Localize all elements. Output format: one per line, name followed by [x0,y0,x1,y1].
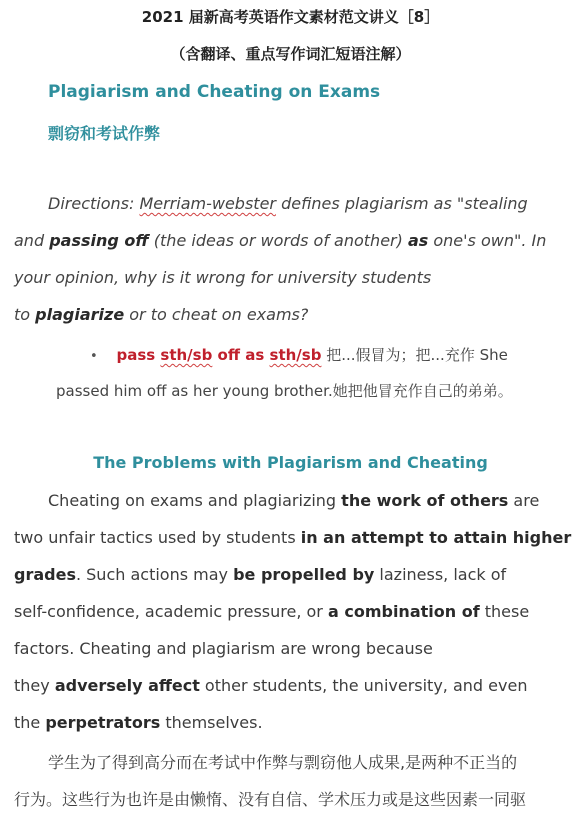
translation-line: 行为。这些行为也许是由懒惰、没有自信、学术压力或是这些因素一同驱 [14,790,527,809]
text: other students, the university, and even [199,676,528,695]
paragraph-line [14,528,571,547]
phrase-word: off as [212,346,270,364]
paragraph-line [14,713,263,732]
directions-line-4 [14,305,308,324]
section-heading: The Problems with Plagiarism and Cheating [93,453,488,472]
text: themselves. [160,713,263,732]
bullet-icon: • [90,349,98,364]
key-phrase: perpetrators [45,713,161,732]
directions-label: Directions: [48,194,140,213]
key-phrase: a combination of [327,602,480,621]
text: these [479,602,530,621]
directions-text: or to cheat on exams? [124,305,309,324]
document-title: 2021 届新高考英语作文素材范文讲义［8］ [141,8,440,26]
article-title-en: Plagiarism and Cheating on Exams [48,82,381,102]
directions-line-2 [14,231,546,250]
directions-text: (the ideas or words of another) [148,231,408,250]
key-phrase: in an attempt to attain higher [300,528,572,547]
article-title-cn: 剽窃和考试作弊 [48,124,161,143]
directions-text: to [14,305,36,324]
paragraph-line [14,602,529,621]
text: two unfair tactics used by students [14,528,301,547]
key-phrase: be propelled by [233,565,375,584]
merriam-webster-text: Merriam-webster [139,194,276,213]
directions-text: one's own". In [428,231,547,250]
phrase-word: pass [116,346,161,364]
key-phrase: the work of others [341,491,509,510]
text: laziness, lack of [374,565,507,584]
text: the [14,713,46,732]
vocab-example: passed him off as her young brother.她把他冒充作自己的弟弟。 [56,382,513,400]
key-phrase: as [407,231,429,250]
phrase-word: sth/sb [269,346,322,364]
text: self-confidence, academic pressure, or [14,602,328,621]
phrase-word: sth/sb [160,346,213,364]
text: they [14,676,55,695]
translation-line: 学生为了得到高分而在考试中作弊与剽窃他人成果,是两种不正当的 [48,753,518,772]
paragraph-line [14,676,527,695]
document-subtitle: （含翻译、重点写作词汇短语注解） [170,45,411,63]
directions-line-3: your opinion, why is it wrong for university students [14,268,432,287]
key-phrase: passing off [49,231,149,250]
directions-text: defines plagiarism as "stealing [275,194,528,213]
paragraph-line [14,565,506,584]
key-phrase: grades [14,565,76,584]
vocab-note-line-1 [90,344,508,365]
paragraph-line [48,491,539,510]
key-phrase: adversely affect [54,676,200,695]
text: Cheating on exams and plagiarizing [48,491,342,510]
phrase-meaning: 把...假冒为；把...充作 She [321,346,508,364]
paragraph-line: factors. Cheating and plagiarism are wrong because [14,639,433,658]
directions-line-1 [48,194,528,213]
text: . Such actions may [75,565,234,584]
key-phrase: plagiarize [35,305,125,324]
text: are [508,491,540,510]
directions-text: and [14,231,50,250]
